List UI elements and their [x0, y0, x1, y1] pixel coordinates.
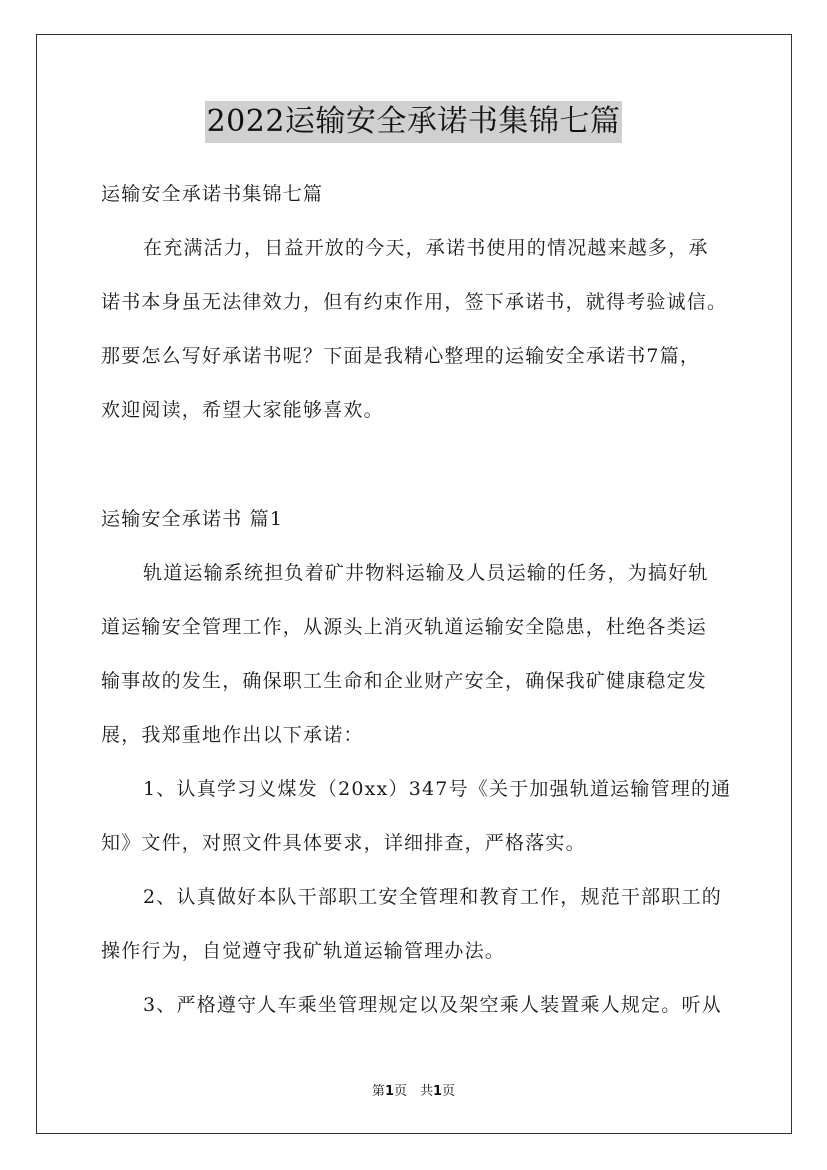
footer-page-number: 1: [384, 1084, 394, 1099]
section-heading: 运输安全承诺书 篇1: [101, 508, 284, 530]
footer-suffix: 页: [442, 1084, 456, 1099]
intro-line-3: 那要怎么写好承诺书呢？下面是我精心整理的运输安全承诺书7篇，: [101, 345, 701, 367]
document-title: 2022运输安全承诺书集锦七篇: [205, 101, 623, 143]
para1-line-2: 道运输安全管理工作，从源头上消灭轨道运输安全隐患，杜绝各类运: [101, 616, 708, 638]
footer-page-total: 1: [433, 1084, 443, 1099]
item2-line-1: 2、认真做好本队干部职工安全管理和教育工作，规范干部职工的: [143, 886, 722, 908]
para1-line-1: 轨道运输系统担负着矿井物料运输及人员运输的任务，为搞好轨: [143, 562, 709, 584]
item1-line-2: 知》文件，对照文件具体要求，详细排查，严格落实。: [101, 832, 586, 854]
item2-line-2: 操作行为，自觉遵守我矿轨道运输管理办法。: [101, 940, 506, 962]
para1-line-3: 输事故的发生，确保职工生命和企业财产安全，确保我矿健康稳定发: [101, 670, 708, 692]
intro-line-2: 诺书本身虽无法律效力，但有约束作用，签下承诺书，就得考验诚信。: [101, 291, 726, 313]
item1-line-1: 1、认真学习义煤发（20xx）347号《关于加强轨道运输管理的通: [143, 778, 732, 800]
item3-line-1: 3、严格遵守人车乘坐管理规定以及架空乘人装置乘人规定。听从: [143, 994, 722, 1016]
footer-prefix: 第: [371, 1084, 385, 1099]
para1-line-4: 展，我郑重地作出以下承诺：: [101, 724, 364, 746]
intro-line-1: 在充满活力，日益开放的今天，承诺书使用的情况越来越多，承: [143, 237, 709, 259]
title-container: [0, 101, 827, 143]
page-footer: [0, 1083, 827, 1101]
subtitle: 运输安全承诺书集锦七篇: [101, 183, 324, 205]
intro-line-4: 欢迎阅读，希望大家能够喜欢。: [101, 399, 384, 421]
footer-mid: 页 共: [393, 1084, 433, 1099]
